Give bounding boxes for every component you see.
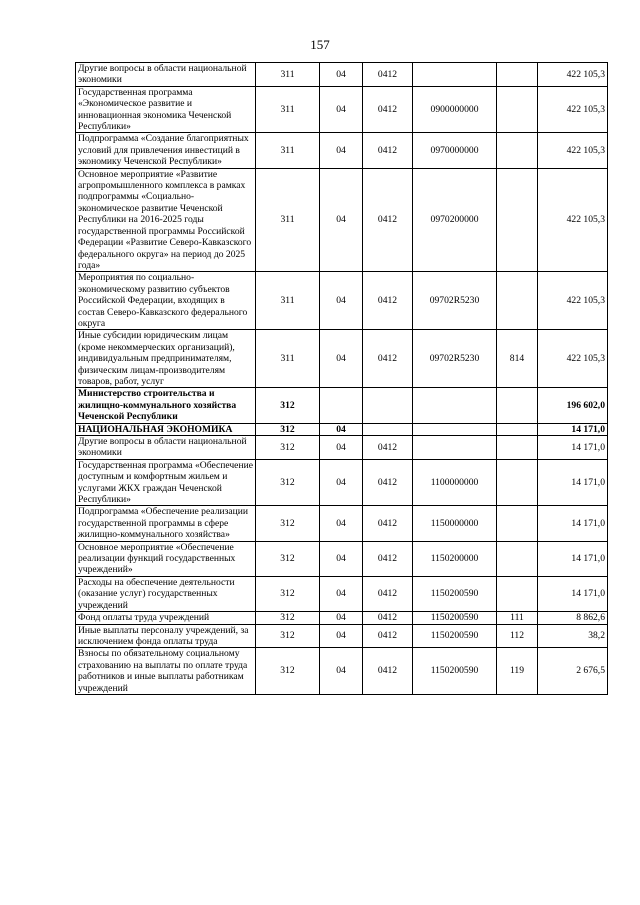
row-ministry-code: 311	[256, 168, 320, 272]
row-subsection-code: 0412	[363, 436, 413, 460]
row-ministry-code: 312	[256, 506, 320, 541]
row-expense-type	[497, 423, 538, 435]
row-section-code: 04	[320, 541, 363, 576]
row-target-article: 09702R5230	[413, 330, 497, 388]
row-expense-type: 814	[497, 330, 538, 388]
row-subsection-code: 0412	[363, 63, 413, 87]
table-row	[76, 63, 608, 87]
row-name: Расходы на обеспечение деятельности (оказание услуг) государственных учреждений	[76, 576, 256, 611]
row-section-code: 04	[320, 459, 363, 506]
row-target-article: 0900000000	[413, 86, 497, 133]
row-amount: 422 105,3	[538, 330, 608, 388]
row-section-code: 04	[320, 86, 363, 133]
table-row	[76, 423, 608, 435]
row-target-article	[413, 423, 497, 435]
row-name: НАЦИОНАЛЬНАЯ ЭКОНОМИКА	[76, 423, 256, 435]
row-target-article: 1150200000	[413, 541, 497, 576]
table-row	[76, 648, 608, 695]
row-section-code: 04	[320, 648, 363, 695]
row-subsection-code: 0412	[363, 459, 413, 506]
row-amount: 422 105,3	[538, 168, 608, 272]
row-subsection-code: 0412	[363, 506, 413, 541]
row-subsection-code: 0412	[363, 648, 413, 695]
row-subsection-code: 0412	[363, 133, 413, 168]
row-ministry-code: 312	[256, 648, 320, 695]
table-row	[76, 506, 608, 541]
row-section-code: 04	[320, 576, 363, 611]
row-name: Взносы по обязательному социальному страхованию на выплаты по оплате труда работников и иные выплаты работникам учреждений	[76, 648, 256, 695]
row-expense-type	[497, 168, 538, 272]
row-target-article: 0970200000	[413, 168, 497, 272]
row-name: Другие вопросы в области национальной экономики	[76, 436, 256, 460]
table-row	[76, 612, 608, 624]
row-subsection-code: 0412	[363, 624, 413, 648]
row-expense-type: 111	[497, 612, 538, 624]
row-expense-type	[497, 63, 538, 87]
row-name: Основное мероприятие «Развитие агропромышленного комплекса в рамках подпрограммы «Социально-экономическое развитие Чеченской Республики на 2016-2025 годы государственной программы Российской Федерации «Развитие Северо-Кавказского федерального округа» на период до 2025 года»	[76, 168, 256, 272]
row-subsection-code: 0412	[363, 272, 413, 330]
row-name: Подпрограмма «Обеспечение реализации государственной программы в сфере жилищно-коммунального хозяйства»	[76, 506, 256, 541]
row-section-code: 04	[320, 63, 363, 87]
row-amount: 14 171,0	[538, 459, 608, 506]
row-target-article	[413, 388, 497, 423]
row-expense-type	[497, 272, 538, 330]
row-amount: 422 105,3	[538, 86, 608, 133]
row-expense-type	[497, 133, 538, 168]
table-body	[76, 63, 608, 695]
row-name: Иные выплаты персоналу учреждений, за исключением фонда оплаты труда	[76, 624, 256, 648]
row-ministry-code: 312	[256, 612, 320, 624]
table-row	[76, 330, 608, 388]
row-amount: 2 676,5	[538, 648, 608, 695]
row-expense-type	[497, 86, 538, 133]
row-amount: 422 105,3	[538, 63, 608, 87]
row-section-code	[320, 388, 363, 423]
page-number: 157	[310, 37, 330, 52]
row-subsection-code: 0412	[363, 612, 413, 624]
row-name: Основное мероприятие «Обеспечение реализации функций государственных учреждений»	[76, 541, 256, 576]
table-row	[76, 168, 608, 272]
row-target-article: 1150200590	[413, 612, 497, 624]
row-subsection-code	[363, 423, 413, 435]
table-row	[76, 459, 608, 506]
row-section-code: 04	[320, 272, 363, 330]
row-target-article: 1150000000	[413, 506, 497, 541]
table-row	[76, 388, 608, 423]
row-name: Министерство строительства и жилищно-коммунального хозяйства Чеченской Республики	[76, 388, 256, 423]
row-amount: 14 171,0	[538, 541, 608, 576]
row-subsection-code	[363, 388, 413, 423]
row-target-article	[413, 436, 497, 460]
row-target-article: 1150200590	[413, 648, 497, 695]
row-section-code: 04	[320, 330, 363, 388]
row-expense-type: 112	[497, 624, 538, 648]
row-section-code: 04	[320, 624, 363, 648]
row-ministry-code: 311	[256, 63, 320, 87]
row-amount: 14 171,0	[538, 506, 608, 541]
row-section-code: 04	[320, 612, 363, 624]
row-amount: 14 171,0	[538, 423, 608, 435]
row-ministry-code: 312	[256, 459, 320, 506]
row-name: Мероприятия по социально-экономическому развитию субъектов Российской Федерации, входящих в состав Северо-Кавказского федерального округа	[76, 272, 256, 330]
row-target-article: 1150200590	[413, 576, 497, 611]
table-row	[76, 133, 608, 168]
row-expense-type	[497, 506, 538, 541]
row-ministry-code: 311	[256, 86, 320, 133]
row-name: Государственная программа «Экономическое развитие и инновационная экономика Чеченской Республики»	[76, 86, 256, 133]
row-expense-type	[497, 541, 538, 576]
row-target-article	[413, 63, 497, 87]
row-subsection-code: 0412	[363, 576, 413, 611]
row-target-article: 09702R5230	[413, 272, 497, 330]
row-amount: 8 862,6	[538, 612, 608, 624]
row-subsection-code: 0412	[363, 86, 413, 133]
row-amount: 14 171,0	[538, 576, 608, 611]
row-ministry-code: 312	[256, 624, 320, 648]
row-amount: 196 602,0	[538, 388, 608, 423]
table-row	[76, 436, 608, 460]
row-expense-type	[497, 436, 538, 460]
row-expense-type	[497, 459, 538, 506]
row-expense-type: 119	[497, 648, 538, 695]
row-ministry-code: 312	[256, 436, 320, 460]
table-row	[76, 624, 608, 648]
row-amount: 422 105,3	[538, 272, 608, 330]
row-ministry-code: 312	[256, 541, 320, 576]
row-target-article: 1150200590	[413, 624, 497, 648]
row-ministry-code: 311	[256, 330, 320, 388]
row-name: Фонд оплаты труда учреждений	[76, 612, 256, 624]
row-section-code: 04	[320, 168, 363, 272]
row-expense-type	[497, 388, 538, 423]
row-name: Государственная программа «Обеспечение доступным и комфортным жильем и услугами ЖКХ граждан Чеченской Республики»	[76, 459, 256, 506]
row-name: Другие вопросы в области национальной экономики	[76, 63, 256, 87]
row-expense-type	[497, 576, 538, 611]
row-name: Подпрограмма «Создание благоприятных условий для привлечения инвестиций в экономику Чеченской Республики»	[76, 133, 256, 168]
table-row	[76, 576, 608, 611]
row-amount: 38,2	[538, 624, 608, 648]
row-amount: 14 171,0	[538, 436, 608, 460]
row-amount: 422 105,3	[538, 133, 608, 168]
row-target-article: 0970000000	[413, 133, 497, 168]
row-subsection-code: 0412	[363, 168, 413, 272]
table-row	[76, 541, 608, 576]
row-section-code: 04	[320, 423, 363, 435]
row-ministry-code: 312	[256, 388, 320, 423]
row-section-code: 04	[320, 133, 363, 168]
row-section-code: 04	[320, 506, 363, 541]
row-subsection-code: 0412	[363, 330, 413, 388]
table-row	[76, 86, 608, 133]
row-subsection-code: 0412	[363, 541, 413, 576]
budget-table	[75, 62, 608, 695]
row-ministry-code: 311	[256, 133, 320, 168]
table-row	[76, 272, 608, 330]
row-name: Иные субсидии юридическим лицам (кроме некоммерческих организаций), индивидуальным предпринимателям, физическим лицам-производителям товаров, работ, услуг	[76, 330, 256, 388]
row-ministry-code: 312	[256, 423, 320, 435]
row-target-article: 1100000000	[413, 459, 497, 506]
row-ministry-code: 311	[256, 272, 320, 330]
row-ministry-code: 312	[256, 576, 320, 611]
row-section-code: 04	[320, 436, 363, 460]
